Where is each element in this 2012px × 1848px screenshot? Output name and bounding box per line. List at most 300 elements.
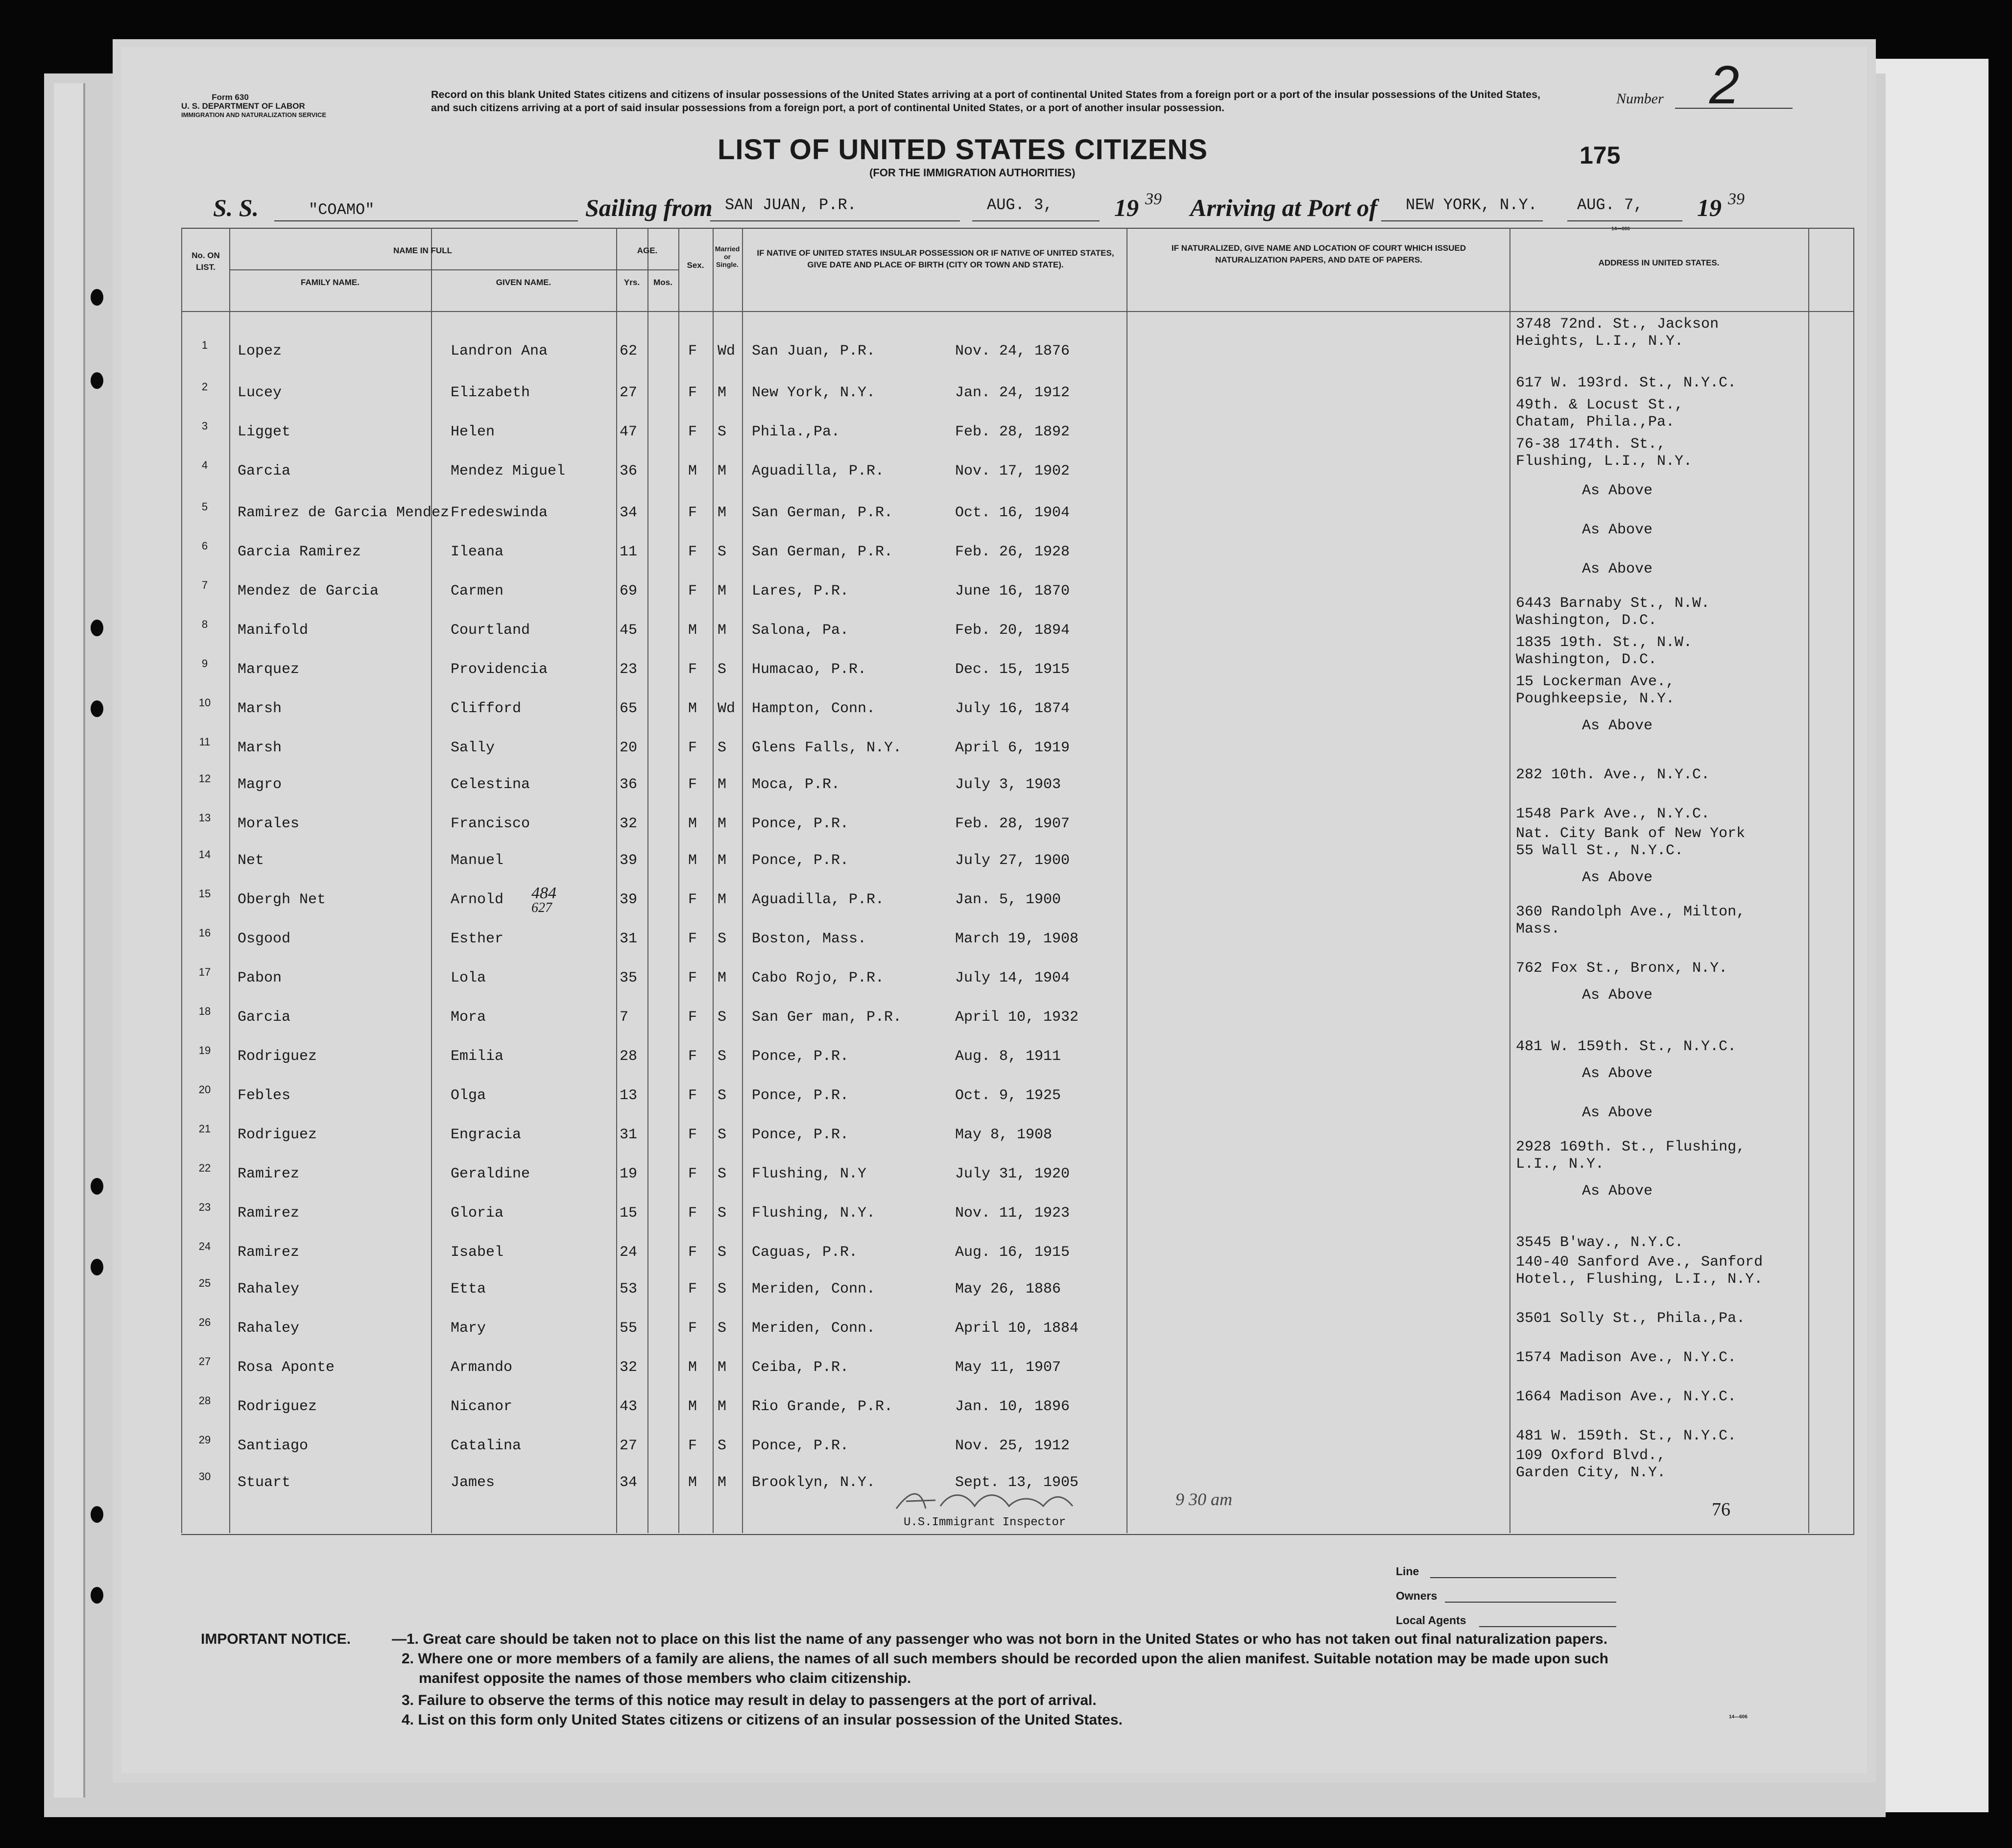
col-header-no: No. ON LIST. <box>192 251 220 272</box>
department-name: U. S. DEPARTMENT OF LABOR <box>181 101 305 111</box>
age-cell: 62 <box>620 343 638 360</box>
list-number: 2 <box>1709 55 1740 115</box>
row-number: 12 <box>198 772 211 785</box>
punch-hole <box>91 289 103 306</box>
marital-status-cell: M <box>718 891 727 908</box>
row-number: 1 <box>201 339 208 351</box>
row-number: 8 <box>201 618 208 630</box>
marital-status-cell: S <box>718 1087 727 1104</box>
handwritten-annotation-2: 627 <box>531 900 552 915</box>
marital-status-cell: S <box>718 1048 727 1065</box>
sex-cell: F <box>688 1320 697 1337</box>
notice-code: 14—606 <box>1729 1714 1748 1720</box>
col-header-age: AGE. <box>637 246 658 255</box>
family-name-cell: Ramirez <box>238 1205 300 1222</box>
passenger-count: 76 <box>1712 1499 1730 1520</box>
family-name-cell: Morales <box>238 816 300 832</box>
marital-status-cell: M <box>718 852 727 869</box>
notice-heading: IMPORTANT NOTICE. <box>201 1631 351 1647</box>
birth-date-cell: May 11, 1907 <box>955 1359 1061 1376</box>
line-label: Line <box>1396 1565 1419 1578</box>
marital-status-cell: M <box>718 1398 727 1415</box>
row-number: 19 <box>198 1044 211 1056</box>
address-line-1: As Above <box>1582 1104 1653 1121</box>
address-line-2: Flushing, L.I., N.Y. <box>1516 453 1693 470</box>
marital-status-cell: Wd <box>718 700 736 717</box>
sex-cell: M <box>688 1474 697 1491</box>
given-name-cell: Nicanor <box>451 1398 513 1415</box>
row-number: 7 <box>201 579 208 591</box>
age-cell: 32 <box>620 1359 638 1376</box>
family-name-cell: Lucey <box>238 384 282 401</box>
age-cell: 13 <box>620 1087 638 1104</box>
sex-cell: F <box>688 1009 697 1026</box>
address-line-2: Garden City, N.Y. <box>1516 1464 1666 1481</box>
address-line-1: As Above <box>1582 482 1653 499</box>
col-divider <box>1126 228 1127 1533</box>
sex-cell: M <box>688 1398 697 1415</box>
age-cell: 34 <box>620 504 638 521</box>
address-line-1: 76-38 174th. St., <box>1516 436 1666 453</box>
address-line-1: 3748 72nd. St., Jackson <box>1516 316 1719 333</box>
birth-place-cell: Meriden, Conn. <box>752 1320 876 1337</box>
family-name-cell: Mendez de Garcia <box>238 583 379 600</box>
sex-cell: F <box>688 1087 697 1104</box>
arriving-year-prefix: 19 <box>1697 194 1722 221</box>
sex-cell: F <box>688 891 697 908</box>
row-number: 26 <box>198 1316 211 1328</box>
family-name-cell: Rahaley <box>238 1320 300 1337</box>
given-name-cell: Carmen <box>451 583 504 600</box>
row-number: 22 <box>198 1162 211 1174</box>
ship-underline <box>274 220 578 221</box>
birth-place-cell: Cabo Rojo, P.R. <box>752 970 885 986</box>
row-number: 10 <box>198 696 211 709</box>
birth-place-cell: San Juan, P.R. <box>752 343 876 360</box>
sex-cell: F <box>688 970 697 986</box>
given-name-cell: Gloria <box>451 1205 504 1222</box>
birth-place-cell: Lares, P.R. <box>752 583 849 600</box>
given-name-cell: Arnold <box>451 891 504 908</box>
given-name-cell: Francisco <box>451 816 530 832</box>
col-divider <box>1808 228 1809 1533</box>
marital-status-cell: S <box>718 424 727 440</box>
age-cell: 47 <box>620 424 638 440</box>
address-line-1: As Above <box>1582 987 1653 1004</box>
birth-place-cell: Ponce, P.R. <box>752 1438 849 1454</box>
row-number: 15 <box>198 888 211 900</box>
birth-place-cell: San German, P.R. <box>752 504 893 521</box>
age-cell: 34 <box>620 1474 638 1491</box>
col-divider <box>678 228 679 1533</box>
birth-place-cell: Ponce, P.R. <box>752 1048 849 1065</box>
address-line-1: 49th. & Locust St., <box>1516 397 1684 413</box>
birth-date-cell: Nov. 11, 1923 <box>955 1205 1070 1222</box>
age-cell: 36 <box>620 776 638 793</box>
sex-cell: F <box>688 931 697 947</box>
sex-cell: F <box>688 661 697 678</box>
address-line-1: 282 10th. Ave., N.Y.C. <box>1516 767 1710 783</box>
sailing-date-underline <box>972 220 1100 221</box>
family-name-cell: Rodriguez <box>238 1398 317 1415</box>
birth-date-cell: Feb. 20, 1894 <box>955 622 1070 639</box>
birth-place-cell: Hampton, Conn. <box>752 700 876 717</box>
birth-date-cell: April 10, 1884 <box>955 1320 1079 1337</box>
address-line-2: L.I., N.Y. <box>1516 1156 1605 1173</box>
given-name-cell: Helen <box>451 424 495 440</box>
row-number: 6 <box>201 540 208 552</box>
address-line-2: 55 Wall St., N.Y.C. <box>1516 842 1684 859</box>
given-name-cell: Providencia <box>451 661 548 678</box>
age-cell: 23 <box>620 661 638 678</box>
address-line-1: 140-40 Sanford Ave., Sanford <box>1516 1254 1763 1271</box>
family-name-cell: Net <box>238 852 264 869</box>
address-line-1: 2928 169th. St., Flushing, <box>1516 1139 1746 1155</box>
col-divider <box>181 228 182 1533</box>
sex-cell: F <box>688 544 697 560</box>
given-name-cell: Elizabeth <box>451 384 530 401</box>
given-name-cell: Catalina <box>451 1438 522 1454</box>
birth-place-cell: Caguas, P.R. <box>752 1244 858 1261</box>
row-number: 4 <box>201 459 208 471</box>
birth-date-cell: Oct. 16, 1904 <box>955 504 1070 521</box>
age-cell: 35 <box>620 970 638 986</box>
marital-status-cell: S <box>718 1009 727 1026</box>
punch-hole <box>91 1587 103 1604</box>
row-number: 23 <box>198 1201 211 1213</box>
age-cell: 28 <box>620 1048 638 1065</box>
col-divider <box>647 228 648 1533</box>
family-name-cell: Osgood <box>238 931 291 947</box>
birth-place-cell: New York, N.Y. <box>752 384 876 401</box>
given-name-cell: Sally <box>451 740 495 756</box>
birth-place-cell: Brooklyn, N.Y. <box>752 1474 876 1491</box>
age-cell: 39 <box>620 852 638 869</box>
family-name-cell: Lopez <box>238 343 282 360</box>
birth-date-cell: Jan. 5, 1900 <box>955 891 1061 908</box>
age-cell: 27 <box>620 384 638 401</box>
birth-place-cell: Salona, Pa. <box>752 622 849 639</box>
birth-date-cell: July 31, 1920 <box>955 1166 1070 1182</box>
sex-cell: F <box>688 504 697 521</box>
family-name-cell: Marsh <box>238 740 282 756</box>
sex-cell: M <box>688 1359 697 1376</box>
birth-place-cell: Meriden, Conn. <box>752 1281 876 1297</box>
family-name-cell: Santiago <box>238 1438 309 1454</box>
age-cell: 27 <box>620 1438 638 1454</box>
punch-hole <box>91 1178 103 1195</box>
address-line-1: 1574 Madison Ave., N.Y.C. <box>1516 1349 1737 1366</box>
sex-cell: F <box>688 1438 697 1454</box>
row-number: 17 <box>198 966 211 978</box>
col-divider <box>616 228 617 1533</box>
sex-cell: F <box>688 1048 697 1065</box>
notice-4: 4. List on this form only United States citizens or citizens of an insular possession of the United States. <box>402 1712 1123 1728</box>
birth-place-cell: Boston, Mass. <box>752 931 867 947</box>
birth-date-cell: July 14, 1904 <box>955 970 1070 986</box>
birth-date-cell: Jan. 10, 1896 <box>955 1398 1070 1415</box>
address-line-2: Mass. <box>1516 921 1560 937</box>
birth-place-cell: Flushing, N.Y <box>752 1166 867 1182</box>
address-line-1: 360 Randolph Ave., Milton, <box>1516 904 1746 920</box>
marital-status-cell: M <box>718 384 727 401</box>
marital-status-cell: S <box>718 1205 727 1222</box>
birth-place-cell: Flushing, N.Y. <box>752 1205 876 1222</box>
address-line-2: Heights, L.I., N.Y. <box>1516 333 1684 350</box>
marital-status-cell: S <box>718 1281 727 1297</box>
birth-place-cell: Ponce, P.R. <box>752 852 849 869</box>
given-name-cell: Isabel <box>451 1244 504 1261</box>
age-cell: 39 <box>620 891 638 908</box>
marital-status-cell: M <box>718 776 727 793</box>
col-header-married: Married or Single. <box>715 245 740 268</box>
birth-place-cell: San German, P.R. <box>752 544 893 560</box>
address-line-2: Chatam, Phila.,Pa. <box>1516 414 1675 431</box>
given-name-cell: Emilia <box>451 1048 504 1065</box>
local-agents-underline <box>1479 1626 1616 1627</box>
address-line-1: 3545 B'way., N.Y.C. <box>1516 1234 1684 1251</box>
col-header-given: GIVEN NAME. <box>496 278 551 287</box>
given-name-cell: Courtland <box>451 622 530 639</box>
address-line-1: As Above <box>1582 869 1653 886</box>
notice-2a: 2. Where one or more members of a family are aliens, the names of all such members should be recorded upon the alien manifest. Suitable notation may be made upon such <box>402 1651 1608 1667</box>
age-cell: 45 <box>620 622 638 639</box>
row-number: 16 <box>198 927 211 939</box>
row-number: 21 <box>198 1123 211 1135</box>
family-name-cell: Ligget <box>238 424 291 440</box>
given-name-cell: Mary <box>451 1320 486 1337</box>
birth-date-cell: Sept. 13, 1905 <box>955 1474 1079 1491</box>
row-number: 25 <box>198 1277 211 1289</box>
family-name-cell: Marquez <box>238 661 300 678</box>
col-divider <box>431 228 432 1533</box>
address-line-1: 15 Lockerman Ave., <box>1516 673 1675 690</box>
row-number: 3 <box>201 420 208 432</box>
given-name-cell: Mora <box>451 1009 486 1026</box>
birth-date-cell: July 16, 1874 <box>955 700 1070 717</box>
birth-date-cell: Feb. 26, 1928 <box>955 544 1070 560</box>
age-cell: 7 <box>620 1009 629 1026</box>
address-line-1: 1548 Park Ave., N.Y.C. <box>1516 806 1710 822</box>
family-name-cell: Ramirez <box>238 1166 300 1182</box>
family-name-cell: Marsh <box>238 700 282 717</box>
col-header-family: FAMILY NAME. <box>301 278 359 287</box>
address-line-1: As Above <box>1582 718 1653 734</box>
address-line-1: 3501 Solly St., Phila.,Pa. <box>1516 1310 1746 1327</box>
inspector-time: 9 30 am <box>1175 1489 1232 1509</box>
arriving-year: 39 <box>1728 190 1745 208</box>
marital-status-cell: S <box>718 740 727 756</box>
notice-2b: manifest opposite the names of those members who claim citizenship. <box>419 1670 911 1686</box>
row-number: 14 <box>198 848 211 861</box>
sex-cell: F <box>688 384 697 401</box>
family-name-cell: Rodriguez <box>238 1048 317 1065</box>
given-name-cell: Fredeswinda <box>451 504 548 521</box>
address-line-1: As Above <box>1582 1065 1653 1082</box>
address-line-2: Poughkeepsie, N.Y. <box>1516 691 1675 707</box>
col-divider <box>229 228 230 1533</box>
sex-cell: F <box>688 1127 697 1143</box>
col-header-naturalized: IF NATURALIZED, GIVE NAME AND LOCATION OF COURT WHICH ISSUED NATURALIZATION PAPERS, AND DATE OF PAPERS. <box>1171 243 1466 264</box>
form-identifier <box>181 93 327 120</box>
birth-place-cell: Moca, P.R. <box>752 776 840 793</box>
sailing-label: Sailing from <box>585 194 713 221</box>
address-line-1: 109 Oxford Blvd., <box>1516 1447 1666 1464</box>
arriving-date-underline <box>1567 220 1682 221</box>
given-name-cell: Mendez Miguel <box>451 463 566 480</box>
given-name-cell: Armando <box>451 1359 513 1376</box>
family-name-cell: Rahaley <box>238 1281 300 1297</box>
birth-date-cell: Nov. 25, 1912 <box>955 1438 1070 1454</box>
owners-underline <box>1445 1602 1616 1603</box>
family-name-cell: Obergh Net <box>238 891 326 908</box>
sex-cell: M <box>688 816 697 832</box>
address-line-1: 481 W. 159th. St., N.Y.C. <box>1516 1428 1737 1444</box>
row-number: 28 <box>198 1394 211 1407</box>
given-name-cell: Manuel <box>451 852 504 869</box>
address-line-1: As Above <box>1582 1183 1653 1200</box>
arriving-label: Arriving at Port of <box>1190 194 1377 221</box>
address-line-1: 1664 Madison Ave., N.Y.C. <box>1516 1389 1737 1405</box>
age-cell: 65 <box>620 700 638 717</box>
sailing-date: AUG. 3, <box>987 196 1053 214</box>
marital-status-cell: S <box>718 1438 727 1454</box>
age-cell: 31 <box>620 1127 638 1143</box>
marital-status-cell: M <box>718 970 727 986</box>
punch-hole <box>91 620 103 636</box>
inspector-label: U.S.Immigrant Inspector <box>904 1516 1066 1529</box>
sex-cell: F <box>688 1166 697 1182</box>
marital-status-cell: M <box>718 583 727 600</box>
birth-date-cell: Aug. 16, 1915 <box>955 1244 1070 1261</box>
marital-status-cell: S <box>718 1127 727 1143</box>
sailing-port-underline <box>710 220 960 221</box>
sailing-year: 39 <box>1145 190 1162 208</box>
given-name-cell: Geraldine <box>451 1166 530 1182</box>
line-underline <box>1430 1577 1616 1578</box>
age-cell: 24 <box>620 1244 638 1261</box>
birth-place-cell: Rio Grande, P.R. <box>752 1398 893 1415</box>
address-line-2: Washington, D.C. <box>1516 651 1657 668</box>
punch-hole <box>91 372 103 389</box>
marital-status-cell: S <box>718 661 727 678</box>
given-name-cell: Etta <box>451 1281 486 1297</box>
number-label: Number <box>1616 91 1664 107</box>
family-name-cell: Ramirez <box>238 1244 300 1261</box>
family-name-cell: Magro <box>238 776 282 793</box>
marital-status-cell: M <box>718 463 727 480</box>
birth-date-cell: July 27, 1900 <box>955 852 1070 869</box>
header-bottom-rule <box>181 311 1853 312</box>
given-name-cell: Celestina <box>451 776 530 793</box>
birth-date-cell: Feb. 28, 1907 <box>955 816 1070 832</box>
marital-status-cell: S <box>718 931 727 947</box>
marital-status-cell: S <box>718 1166 727 1182</box>
inspector-signature <box>891 1487 1136 1516</box>
col-header-mos: Mos. <box>653 278 672 287</box>
punch-hole <box>91 1506 103 1523</box>
col-header-sex: Sex. <box>687 261 704 270</box>
address-line-1: 6443 Barnaby St., N.W. <box>1516 595 1710 612</box>
birth-place-cell: Ponce, P.R. <box>752 1087 849 1104</box>
local-agents-label: Local Agents <box>1396 1614 1466 1627</box>
birth-place-cell: Humacao, P.R. <box>752 661 867 678</box>
sex-cell: M <box>688 852 697 869</box>
form-number: Form 630 <box>212 93 249 102</box>
given-name-cell: Olga <box>451 1087 486 1104</box>
header-sub-rule <box>229 269 678 270</box>
arriving-date: AUG. 7, <box>1577 196 1643 214</box>
sex-cell: F <box>688 1244 697 1261</box>
marital-status-cell: M <box>718 622 727 639</box>
sex-cell: F <box>688 776 697 793</box>
family-name-cell: Rosa Aponte <box>238 1359 335 1376</box>
birth-place-cell: Ponce, P.R. <box>752 1127 849 1143</box>
birth-place-cell: Ponce, P.R. <box>752 816 849 832</box>
birth-date-cell: Jan. 24, 1912 <box>955 384 1070 401</box>
address-line-1: 1835 19th. St., N.W. <box>1516 634 1693 651</box>
marital-status-cell: M <box>718 816 727 832</box>
age-cell: 69 <box>620 583 638 600</box>
col-header-address: ADDRESS IN UNITED STATES. <box>1598 258 1720 267</box>
age-cell: 32 <box>620 816 638 832</box>
arriving-port: NEW YORK, N.Y. <box>1406 196 1537 214</box>
marital-status-cell: M <box>718 504 727 521</box>
age-cell: 11 <box>620 544 638 560</box>
age-cell: 43 <box>620 1398 638 1415</box>
family-name-cell: Garcia Ramirez <box>238 544 361 560</box>
address-line-2: Washington, D.C. <box>1516 612 1657 629</box>
punch-hole <box>91 1259 103 1275</box>
given-name-cell: Esther <box>451 931 504 947</box>
record-instructions: Record on this blank United States citizens and citizens of insular possessions of the United States arriving at a port of continental United States from a foreign port or a port of the insular possessions of the United States, and such citizens arriving at a port of said insular possessions from a foreign port, a port of continental United States, or a port of another insular possession. <box>431 89 1541 114</box>
age-cell: 36 <box>620 463 638 480</box>
row-number: 13 <box>198 812 211 824</box>
sex-cell: F <box>688 1205 697 1222</box>
marital-status-cell: S <box>718 544 727 560</box>
address-line-1: Nat. City Bank of New York <box>1516 825 1746 842</box>
birth-date-cell: Nov. 24, 1876 <box>955 343 1070 360</box>
service-name: IMMIGRATION AND NATURALIZATION SERVICE <box>181 111 327 119</box>
birth-date-cell: May 26, 1886 <box>955 1281 1061 1297</box>
address-line-2: Hotel., Flushing, L.I., N.Y. <box>1516 1271 1763 1288</box>
col-header-birth: IF NATIVE OF UNITED STATES INSULAR POSSESSION OR IF NATIVE OF UNITED STATES, GIVE DATE AND PLACE OF BIRTH (CITY OR TOWN AND STATE). <box>757 248 1114 269</box>
age-cell: 53 <box>620 1281 638 1297</box>
birth-date-cell: June 16, 1870 <box>955 583 1070 600</box>
given-name-cell: Ileana <box>451 544 504 560</box>
sex-cell: F <box>688 424 697 440</box>
row-number: 20 <box>198 1083 211 1096</box>
row-number: 29 <box>198 1434 211 1446</box>
birth-place-cell: Ceiba, P.R. <box>752 1359 849 1376</box>
notice-1: —1. Great care should be taken not to place on this list the name of any passenger who was not born in the United States or who has not taken out final naturalization papers. <box>392 1631 1608 1647</box>
given-name-cell: Clifford <box>451 700 522 717</box>
col-divider <box>742 228 743 1533</box>
birth-date-cell: Aug. 8, 1911 <box>955 1048 1061 1065</box>
sex-cell: F <box>688 1281 697 1297</box>
birth-place-cell: San Ger man, P.R. <box>752 1009 902 1026</box>
punch-hole <box>91 700 103 717</box>
family-name-cell: Garcia <box>238 1009 291 1026</box>
col-header-name-in-full: NAME IN FULL <box>393 246 452 255</box>
col-divider <box>713 228 714 1533</box>
row-number: 11 <box>199 736 211 748</box>
family-name-cell: Stuart <box>238 1474 291 1491</box>
family-name-cell: Ramirez de Garcia Mendez <box>238 504 450 521</box>
family-name-cell: Manifold <box>238 622 309 639</box>
marital-status-cell: S <box>718 1244 727 1261</box>
row-number: 5 <box>201 501 208 513</box>
